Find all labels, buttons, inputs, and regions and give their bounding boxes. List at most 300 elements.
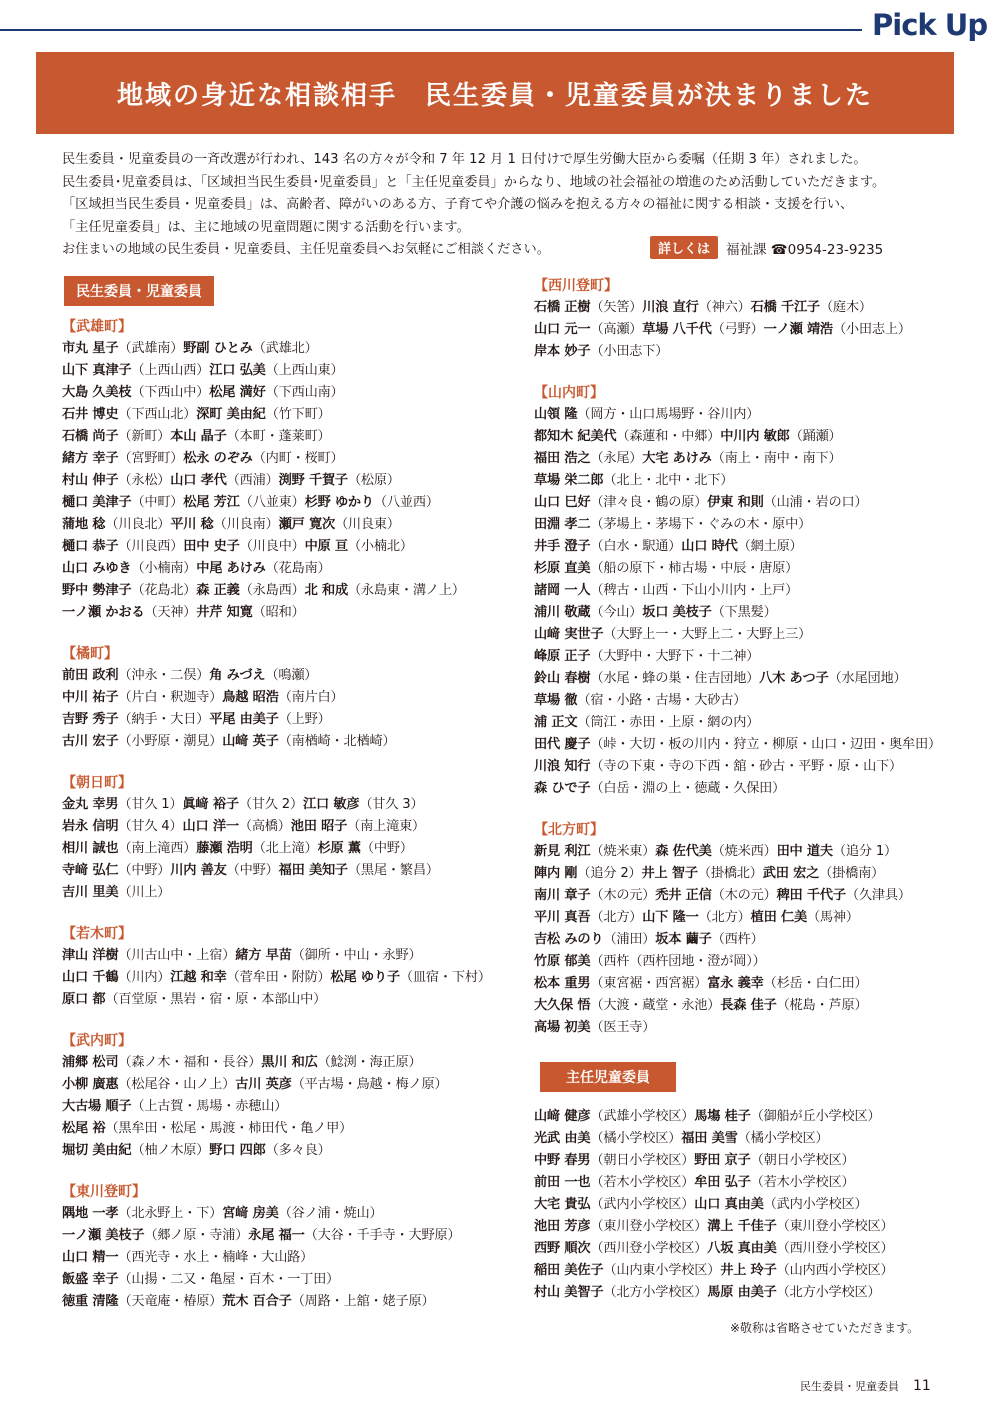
intro-line: お住まいの地域の民生委員・児童委員、主任児童委員へお気軽にご相談ください。 [62,242,550,257]
member-name: 江越 和幸 [170,970,227,985]
member-line [534,668,974,690]
member-area: （大渡・蔵堂・永池） [590,998,721,1013]
member-area: （下西山南） [265,385,344,400]
member-name: 山口 時代 [681,539,738,554]
member-name: 村山 美智子 [534,1285,604,1300]
member-name: 草場 八千代 [642,322,712,337]
member-line [534,536,974,558]
member-name: 一ノ瀬 かおる [62,605,145,620]
member-area: （御所・中山・永野） [291,948,422,963]
member-area: （茅場上・茅場下・ぐみの木・原中） [590,517,812,532]
member-area: （上野） [278,712,331,727]
member-area: （甘久 3） [359,797,424,812]
member-name: 寺﨑 弘仁 [62,863,119,878]
member-area: （谷ノ浦・焼山） [278,1206,383,1221]
member-name: 長森 佳子 [720,998,777,1013]
member-name: 高場 初美 [534,1020,591,1035]
member-line [534,712,974,734]
member-area: （西浦） [226,473,279,488]
intro-line: 「主任児童委員」は、主に地域の児童問題に関する活動を行います。 [62,219,470,235]
member-name: 平川 稔 [170,517,214,532]
member-line [534,558,974,580]
member-name: 眞﨑 裕子 [182,797,239,812]
member-name: 村山 伸子 [62,473,119,488]
member-line [534,602,974,624]
member-name: 隅地 一孝 [62,1206,119,1221]
member-name: 石橋 尚子 [62,429,119,444]
member-line [534,448,974,470]
member-line [62,558,512,580]
member-name: 井上 玲子 [720,1263,777,1278]
member-area: （庭木） [819,300,872,315]
district-section [62,1030,512,1162]
member-name: 田中 史子 [183,539,240,554]
member-name: 杉原 薫 [317,841,361,856]
member-name: 山﨑 実世子 [534,627,604,642]
member-line [534,885,974,907]
member-name: 稗田 千代子 [776,888,846,903]
member-name: 草場 栄二郎 [534,473,604,488]
member-name: 草場 徹 [534,693,578,708]
member-area: （北永野上・下） [118,1206,223,1221]
member-line [62,794,512,816]
district-name: 【若木町】 [62,926,132,942]
member-line [62,1291,512,1313]
member-area: （掛橋南） [819,866,885,881]
member-area: （杉岳・白仁田） [763,976,868,991]
member-name: 小柳 廣惠 [62,1077,119,1092]
shunin-list [534,1106,974,1304]
intro-line: 民生委員・児童委員の一斉改選が行われ、143 名の方々が令和 7 年 12 月 1 日付けで厚生労働大臣から委嘱（任期 3 年）されました。 [62,152,867,167]
member-area: （神六） [698,300,751,315]
member-line [62,602,512,624]
member-name: 樋口 美津子 [62,495,132,510]
member-area: （下西山中） [131,385,210,400]
member-area: （永尾） [590,451,643,466]
member-area: （花島南） [265,561,331,576]
member-line [62,945,512,967]
page-footer [800,1378,931,1394]
member-name: 新見 利江 [534,844,591,859]
member-line [534,1017,974,1039]
member-line [534,973,974,995]
member-name: 池田 芳彦 [534,1219,591,1234]
member-area: （川良南） [213,517,279,532]
member-line [62,1247,512,1269]
member-name: 野口 四郎 [209,1143,266,1158]
member-area: （森ノ木・福和・長谷） [118,1055,262,1070]
member-area: （東川登小学校区） [776,1219,894,1234]
member-line [62,492,512,514]
member-name: 中原 亘 [304,539,348,554]
member-area: （下西山北） [118,407,197,422]
member-name: 諸岡 一人 [534,583,591,598]
member-area: （弓野） [711,322,764,337]
member-line [62,1118,512,1140]
member-name: 野副 ひとみ [183,341,253,356]
member-name: 中野 春男 [534,1153,591,1168]
member-line [62,989,512,1011]
member-area: （西川登小学校区） [590,1241,708,1256]
member-area: （川良西） [118,539,184,554]
member-area: （山浦・岩の口） [763,495,868,510]
member-name: 原口 都 [62,992,106,1007]
member-name: 岸本 妙子 [534,344,591,359]
header-rule [0,29,862,31]
member-name: 富永 義幸 [707,976,764,991]
member-area: （南楢崎・北楢崎） [278,734,396,749]
member-name: 山領 隆 [534,407,578,422]
member-name: 溝上 千佳子 [707,1219,777,1234]
member-name: 山﨑 英子 [222,734,279,749]
member-area: （白岳・淵の上・徳蔵・久保田） [590,781,786,796]
member-name: 一ノ瀬 美枝子 [62,1228,145,1243]
member-name: 馬塲 桂子 [694,1109,751,1124]
member-line [534,1260,974,1282]
section-label-minsei: 民生委員・児童委員 [64,276,214,306]
member-line [62,882,512,904]
district-name: 【山内町】 [534,385,604,401]
member-area: （武内小学校区） [763,1197,868,1212]
member-line [62,1096,512,1118]
member-line [534,580,974,602]
member-name: 黒川 和広 [261,1055,318,1070]
member-area: （医王寺） [590,1020,656,1035]
member-line [534,1128,974,1150]
member-line [534,1172,974,1194]
district-name: 【東川登町】 [62,1184,146,1200]
member-name: 山口 千鶴 [62,970,119,985]
member-area: （黒尾・繁昌） [347,863,439,878]
member-area: （高瀬） [590,322,643,337]
member-name: 深町 美由紀 [196,407,266,422]
member-line [62,967,512,989]
member-line [62,382,512,404]
member-name: 荒木 百合子 [222,1294,292,1309]
member-area: （中野） [226,863,279,878]
member-line [534,841,974,863]
member-name: 江口 敏彦 [302,797,360,812]
member-area: （北方小学校区） [603,1285,708,1300]
member-line [534,863,974,885]
member-name: 本山 晶子 [170,429,227,444]
member-line [534,404,974,426]
member-line [62,838,512,860]
member-area: （宮野町） [118,451,184,466]
member-name: 森 佐代美 [655,844,712,859]
member-area: （松尾谷・山ノ上） [118,1077,236,1092]
member-area: （中野） [118,863,171,878]
member-name: 山口 洋一 [182,819,239,834]
member-name: 大宅 あけみ [642,451,712,466]
intro-line: 「区域担当民生委員・児童委員」は、高齢者、障がいのある方、子育てや介護の悩みを抱える方々の福祉に関する相談・支援を行い、 [62,197,854,212]
page-number: 11 [913,1378,931,1394]
member-name: 山口 精一 [62,1250,119,1265]
member-area: （天神） [144,605,197,620]
district-name: 【西川登町】 [534,278,618,294]
member-name: 松尾 満好 [209,385,266,400]
member-name: 森 ひで子 [534,781,591,796]
member-name: 角 みづえ [209,668,266,683]
member-name: 杉野 ゆかり [304,495,374,510]
district-name: 【武内町】 [62,1033,132,1049]
member-name: 山口 真由美 [694,1197,764,1212]
member-area: （納手・大日） [118,712,210,727]
member-area: （鳴瀬） [265,668,318,683]
district-section [62,316,512,624]
district-name: 【北方町】 [534,822,604,838]
member-area: （上古賀・馬場・赤穂山） [131,1099,288,1114]
district-section [534,382,974,800]
member-area: （黒牟田・松尾・馬渡・柿田代・亀ノ甲） [105,1121,353,1136]
contact-phone: 福祉課 ☎0954-23-9235 [726,241,884,258]
member-area: （本町・蓬莱町） [226,429,331,444]
member-line [534,1282,974,1304]
member-line [534,995,974,1017]
member-line [534,1150,974,1172]
member-line [534,1238,974,1260]
member-name: 江口 弘美 [209,363,266,378]
member-line [534,778,974,800]
member-area: （竹下町） [265,407,331,422]
member-name: 川内 善友 [170,863,227,878]
member-line [534,426,974,448]
member-line [62,338,512,360]
member-area: （川良中） [239,539,305,554]
member-name: 松尾 ゆり子 [330,970,400,985]
right-column [534,275,974,1304]
member-area: （若木小学校区） [750,1175,855,1190]
member-name: 松尾 裕 [62,1121,106,1136]
member-area: （鯰渕・海正原） [317,1055,422,1070]
member-area: （高橋） [238,819,291,834]
member-area: （南上滝東） [347,819,426,834]
member-area: （矢筈） [590,300,643,315]
member-area: （南上・南中・南下） [711,451,842,466]
member-area: （小野原・潮見） [118,734,223,749]
member-name: 大宅 貴弘 [534,1197,591,1212]
member-area: （郷ノ原・寺浦） [144,1228,249,1243]
member-area: （大谷・千手寺・大野原） [304,1228,461,1243]
member-name: 田淵 孝二 [534,517,591,532]
member-line [62,514,512,536]
district-section [534,819,974,1039]
member-area: （浦田） [603,932,656,947]
member-name: 山口 元一 [534,322,591,337]
member-area: （南片白） [278,690,344,705]
member-line [62,1074,512,1096]
member-area: （沖永・二俣） [118,668,210,683]
member-area: （甘久 1） [118,797,183,812]
member-name: 山口 みゆき [62,561,132,576]
member-name: 八坂 真由美 [707,1241,777,1256]
member-name: 中川 祐子 [62,690,119,705]
member-name: 中川内 敏郎 [720,429,790,444]
member-line [62,404,512,426]
member-area: （周路・上舘・姥子原） [291,1294,435,1309]
member-name: 田代 慶子 [534,737,591,752]
member-area: （川良東） [334,517,400,532]
member-name: 光武 由美 [534,1131,591,1146]
member-name: 竹原 郁美 [534,954,591,969]
member-name: 浦川 敬蔵 [534,605,591,620]
member-name: 松尾 芳江 [183,495,240,510]
member-area: （皿宿・下村） [399,970,491,985]
right-district-list [534,275,974,1039]
member-name: 稲田 美佐子 [534,1263,604,1278]
member-name: 田中 道夫 [776,844,833,859]
member-line [62,860,512,882]
member-area: （掛橋北） [697,866,763,881]
member-name: 宮﨑 房美 [222,1206,279,1221]
member-name: 平川 真吾 [534,910,591,925]
member-area: （朝日小学校区） [590,1153,695,1168]
member-line [62,426,512,448]
member-area: （大野上一・大野上二・大野上三） [603,627,812,642]
member-area: （上西山東） [265,363,344,378]
member-name: 山下 真津子 [62,363,132,378]
member-name: 牟田 弘子 [694,1175,751,1190]
member-area: （西杵（西杵団地・澄が岡）） [590,954,766,969]
member-name: 坂口 美枝子 [642,605,712,620]
member-name: 井上 智子 [641,866,698,881]
member-area: （水尾団地） [828,671,907,686]
member-area: （永松） [118,473,171,488]
member-name: 徳重 清隆 [62,1294,119,1309]
member-name: 井手 澄子 [534,539,591,554]
footer-label: 民生委員・児童委員 [800,1380,899,1393]
member-name: 緒方 幸子 [62,451,119,466]
member-name: 永尾 福一 [248,1228,305,1243]
left-district-list [62,316,512,1313]
member-name: 前田 一也 [534,1175,591,1190]
member-area: （武雄北） [252,341,318,356]
member-name: 松永 のぞみ [183,451,253,466]
member-name: 蒲地 稔 [62,517,106,532]
member-name: 鈴山 春樹 [534,671,591,686]
member-area: （橘小学校区） [737,1131,829,1146]
member-name: 川浪 直行 [642,300,699,315]
member-name: 石橋 千江子 [750,300,820,315]
member-area: （追分 2） [577,866,642,881]
member-area: （馬神） [806,910,859,925]
district-name: 【武雄町】 [62,319,132,335]
member-area: （北上滝） [252,841,318,856]
member-line [62,816,512,838]
member-area: （北方） [590,910,643,925]
member-name: 山口 孝代 [170,473,227,488]
member-area: （橘小学校区） [590,1131,682,1146]
member-area: （新町） [118,429,171,444]
member-area: （白水・駅通） [590,539,682,554]
member-area: （片白・釈迦寺） [118,690,223,705]
member-line [534,690,974,712]
member-area: （百堂原・黒岩・宿・原・本部山中） [105,992,327,1007]
member-area: （椛島・芦原） [776,998,868,1013]
member-line [62,709,512,731]
contact-badge: 詳しくは [650,236,718,259]
member-area: （木の元） [590,888,656,903]
member-line [534,297,974,319]
member-line [62,1140,512,1162]
member-area: （平古場・鳥越・梅ノ原） [291,1077,448,1092]
member-area: （津々良・鶴の原） [590,495,708,510]
member-name: 植田 仁美 [750,910,807,925]
member-name: 樋口 恭子 [62,539,119,554]
member-area: （森蓮和・中郷） [616,429,721,444]
member-area: （西杵） [711,932,764,947]
member-name: 中尾 あけみ [196,561,266,576]
member-area: （踊瀬） [789,429,842,444]
member-area: （木の元） [711,888,777,903]
member-area: （天竜庵・椿原） [118,1294,223,1309]
member-area: （北上・北中・北下） [603,473,734,488]
member-area: （御船が丘小学校区） [750,1109,881,1124]
member-line [534,646,974,668]
district-section [62,1181,512,1313]
member-area: （武雄南） [118,341,184,356]
member-area: （小楠北） [347,539,413,554]
district-section [62,923,512,1011]
member-area: （中野） [360,841,413,856]
member-name: 野田 京子 [694,1153,751,1168]
member-name: 石井 博史 [62,407,119,422]
member-name: 鳥越 昭浩 [222,690,279,705]
member-line [534,929,974,951]
member-area: （柚ノ木原） [131,1143,210,1158]
member-name: 岩永 信明 [62,819,119,834]
left-column [62,276,512,1332]
member-area: （川古山中・上宿） [118,948,236,963]
member-line [534,734,974,756]
member-area: （川内） [118,970,171,985]
intro-line: 民生委員･児童委員は、「区域担当民生委員･児童委員」と「主任児童委員」からなり、地域の社会福祉の増進のため活動していただきます。 [62,174,886,190]
member-area: （川良北） [105,517,171,532]
member-area: （川上） [118,885,171,900]
member-line [62,448,512,470]
member-name: 大古場 順子 [62,1099,132,1114]
member-line [534,624,974,646]
member-line [534,470,974,492]
member-name: 市丸 星子 [62,341,119,356]
member-name: 一ノ瀬 靖浩 [763,322,833,337]
member-area: （筒江・赤田・上原・網の内） [577,715,760,730]
member-name: 前田 政利 [62,668,119,683]
member-name: 藤瀬 浩明 [196,841,253,856]
member-name: 大久保 悟 [534,998,591,1013]
member-name: 八木 あつ子 [759,671,829,686]
member-area: （大野中・大野下・十二神） [590,649,760,664]
member-name: 福田 浩之 [534,451,591,466]
member-area: （宿・小路・古場・大砂古） [577,693,747,708]
district-name: 【橘町】 [62,646,118,662]
district-section [62,772,512,904]
member-name: 森 正義 [196,583,240,598]
honorific-note: ※敬称は省略させていただきます。 [730,1321,920,1335]
member-line [534,514,974,536]
member-area: （水尾・蜂の巣・住吉団地） [590,671,760,686]
member-name: 飯盛 幸子 [62,1272,119,1287]
member-name: 福田 美雪 [681,1131,738,1146]
member-line [534,756,974,778]
member-line [534,1216,974,1238]
member-area: （焼米東） [590,844,656,859]
member-name: 浦郷 松司 [62,1055,119,1070]
member-name: 南川 章子 [534,888,591,903]
member-line [534,319,974,341]
member-area: （若木小学校区） [590,1175,695,1190]
member-name: 緒方 早苗 [235,948,292,963]
